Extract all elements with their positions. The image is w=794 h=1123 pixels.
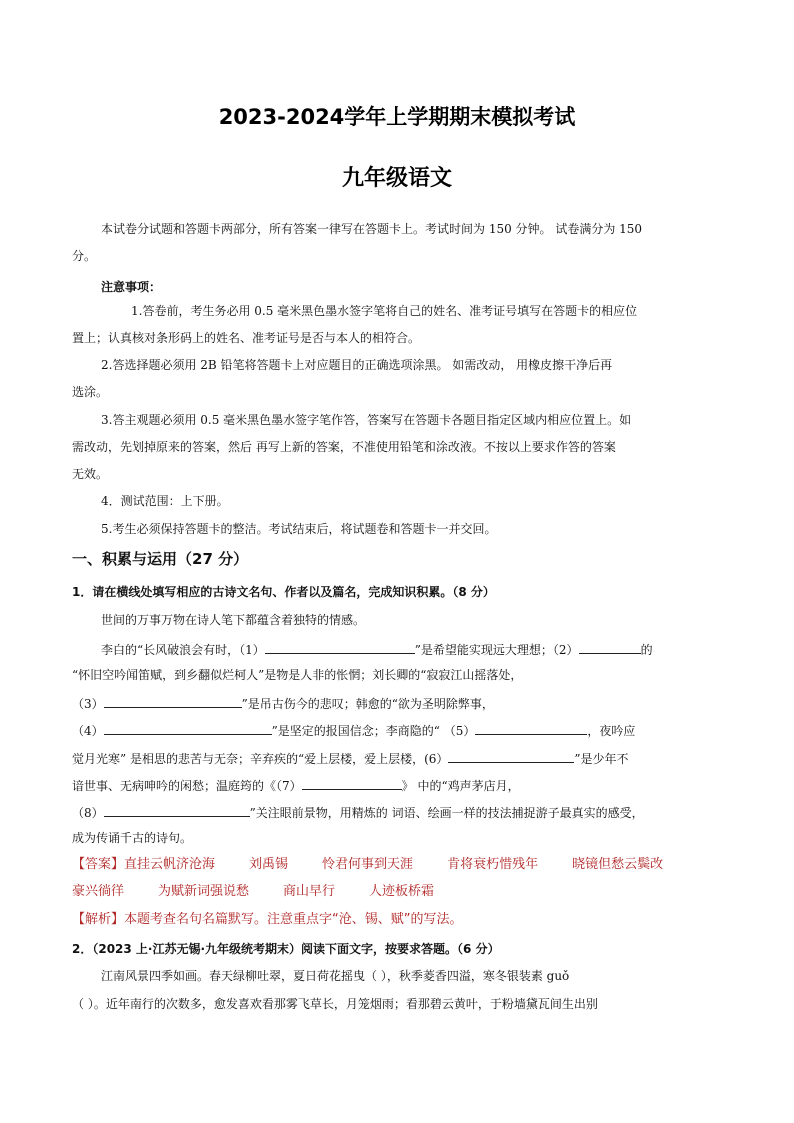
question-1-stem: 1．请在横线处填写相应的古诗文名句、作者以及篇名，完成知识积累。（8 分） bbox=[72, 585, 495, 599]
answer-item: 为赋新词强说愁 bbox=[158, 884, 250, 899]
answer-line-2 bbox=[72, 884, 468, 900]
q1-line-7: 谙世事、无病呻吟的闲愁；温庭筠的《（7） 》 中的“鸡声茅店月， bbox=[72, 776, 520, 794]
answer-item: 刘禹锡 bbox=[249, 857, 289, 872]
section-heading: 一、积累与运用（27 分） bbox=[72, 550, 249, 568]
answer-item: 商山早行 bbox=[283, 884, 336, 899]
page-title: 2023-2024学年上学期期末模拟考试 bbox=[218, 105, 576, 129]
q1-line-2: 李白的“长风破浪会有时，（1） ”是希望能实现远大理想；（2） 的 bbox=[101, 640, 653, 658]
q1-line-8: （8） ”关注眼前景物，用精炼的 词语、绘画一样的技法捕捉游子最真实的感受， bbox=[72, 803, 644, 821]
answer-item: 肯将衰朽惜残年 bbox=[447, 857, 539, 872]
blank-4[interactable] bbox=[104, 721, 272, 735]
blank-8[interactable] bbox=[104, 803, 250, 817]
q2-line-1: 江南风景四季如画。春天绿柳吐翠，夏日荷花摇曳（ ），秋季菱香四溢，寒冬银装素 guǒ bbox=[101, 969, 570, 983]
answer-item: 怜君何事到天涯 bbox=[322, 857, 414, 872]
q1-paragraph-1: 世间的万事万物在诗人笔下都蕴含着独特的情感。 bbox=[101, 613, 366, 627]
q1-line-4: （3） ”是吊古伤今的悲叹；韩愈的“欲为圣明除弊事， bbox=[72, 694, 494, 712]
answer-item: 直挂云帆济沧海 bbox=[124, 857, 216, 872]
analysis-label: 【解析】 bbox=[72, 912, 125, 927]
answer-item: 人迹板桥霜 bbox=[369, 884, 435, 899]
blank-3[interactable] bbox=[104, 694, 242, 708]
note-3b: 需改动，先划掉原来的答案，然后 再写上新的答案，不准使用铅笔和涂改液。不按以上要求作答的答案 bbox=[72, 440, 616, 454]
note-2b: 选涂。 bbox=[72, 385, 109, 399]
answer-item: 豪兴徜徉 bbox=[72, 884, 125, 899]
q1-line-5: （4） ”是坚定的报国信念；李商隐的“ （5） ，夜吟应 bbox=[72, 721, 635, 739]
q2-line-2: （ ）。近年南行的次数多，愈发喜欢看那雾飞草长，月笼烟雨；看那碧云黄叶，于粉墙黛瓦间生出别 bbox=[72, 997, 598, 1011]
intro-line-1: 本试卷分试题和答题卡两部分，所有答案一律写在答题卡上。考试时间为 150 分钟。 试卷满分为 150 bbox=[101, 222, 643, 236]
question-2-stem: 2．（2023 上·江苏无锡·九年级统考期末）阅读下面文字，按要求答题。（6 分） bbox=[72, 942, 500, 956]
blank-2[interactable] bbox=[579, 640, 641, 654]
answer-line-1 bbox=[72, 857, 697, 873]
notes-heading: 注意事项： bbox=[101, 280, 162, 294]
answer-item: 晓镜但愁云鬓改 bbox=[572, 857, 664, 872]
note-3c: 无效。 bbox=[72, 467, 109, 481]
note-2a: 2.答选择题必须用 2B 铅笔将答题卡上对应题目的正确选项涂黑。 如需改动， 用橡皮擦干净后再 bbox=[101, 358, 613, 372]
note-4: 4．测试范围：上下册。 bbox=[101, 494, 229, 508]
note-1b: 置上；认真核对条形码上的姓名、准考证号是否与本人的相符合。 bbox=[72, 331, 421, 345]
answer-label: 【答案】 bbox=[72, 857, 125, 872]
q1-line-9: 成为传诵千古的诗句。 bbox=[72, 831, 193, 845]
blank-1[interactable] bbox=[265, 640, 415, 654]
note-1a: 1.答卷前，考生务必用 0.5 毫米黑色墨水签字笔将自己的姓名、准考证号填写在答题卡的相应位 bbox=[131, 304, 638, 318]
blank-6[interactable] bbox=[448, 749, 574, 763]
page-subtitle: 九年级语文 bbox=[341, 166, 452, 191]
q1-line-3: “怀旧空吟闻笛赋，到乡翻似烂柯人”是物是人非的怅惘；刘长卿的“寂寂江山摇落处， bbox=[72, 668, 523, 682]
analysis-text: 本题考查名句名篇默写。注意重点字“沧、锡、赋”的写法。 bbox=[124, 912, 463, 927]
intro-line-2: 分。 bbox=[72, 249, 97, 263]
analysis-line bbox=[72, 912, 463, 928]
note-3a: 3.答主观题必须用 0.5 毫米黑色墨水签字笔作答，答案写在答题卡各题目指定区域内相应位置上。如 bbox=[101, 413, 632, 427]
blank-7[interactable] bbox=[302, 776, 402, 790]
q1-line-6: 觉月光寒” 是相思的悲苦与无奈；辛弃疾的“爱上层楼，爱上层楼，(6） ”是少年不 bbox=[72, 749, 629, 767]
blank-5[interactable] bbox=[475, 721, 587, 735]
note-5: 5.考生必须保持答题卡的整洁。考试结束后，将试题卷和答题卡一并交回。 bbox=[101, 522, 497, 536]
